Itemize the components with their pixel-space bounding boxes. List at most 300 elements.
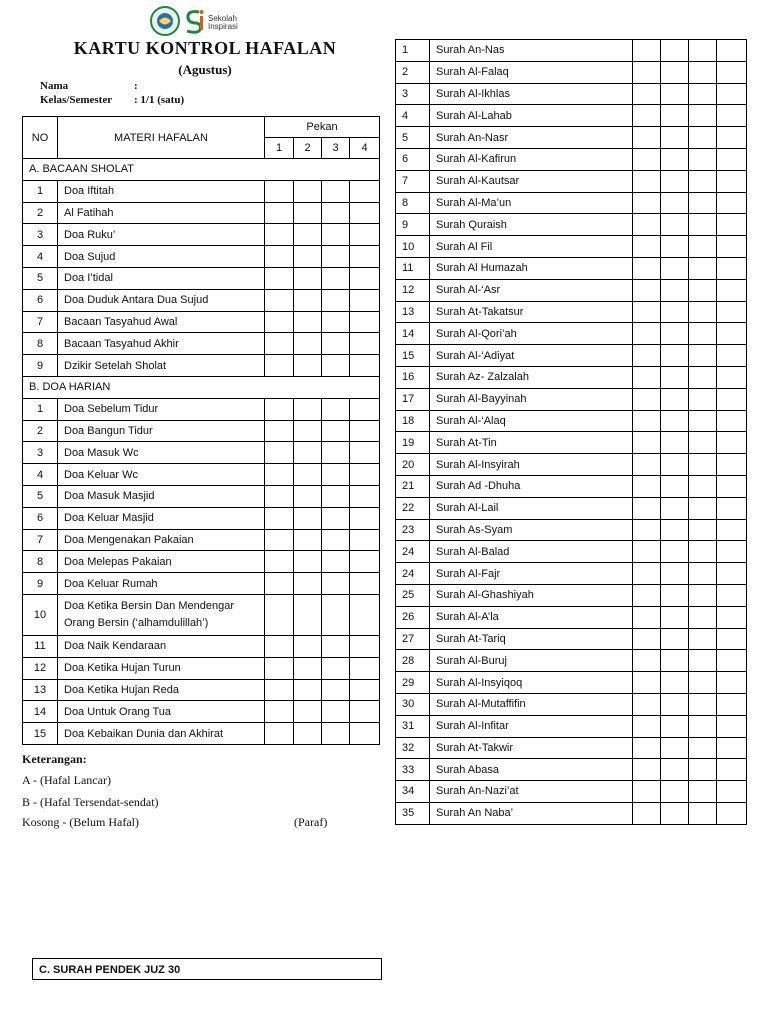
week-1-cell — [633, 672, 661, 694]
sekolah-inspirasi-logo-icon — [183, 8, 205, 34]
row-name: Surah Al-Buruj — [430, 650, 633, 672]
row-name: Doa Ketika Hujan Reda — [58, 679, 265, 701]
week-2-cell — [294, 529, 322, 551]
table-row — [396, 301, 747, 323]
row-name: Surah Al-Insyirah — [430, 454, 633, 476]
week-1-cell — [633, 61, 661, 83]
table-row — [23, 267, 380, 289]
row-number: 14 — [396, 323, 430, 345]
table-row — [23, 594, 380, 635]
row-number: 28 — [396, 650, 430, 672]
table-row — [396, 759, 747, 781]
week-1-cell — [265, 355, 294, 377]
week-2-cell — [294, 267, 322, 289]
row-name: Doa I’tidal — [58, 267, 265, 289]
week-2-cell — [294, 679, 322, 701]
week-4-cell — [717, 301, 747, 323]
week-2-cell — [661, 127, 689, 149]
row-name: Surah An-Nasr — [430, 127, 633, 149]
row-name: Doa Sujud — [58, 246, 265, 268]
row-name: Doa Melepas Pakaian — [58, 551, 265, 573]
row-name: Doa Bangun Tidur — [58, 420, 265, 442]
week-2-cell — [294, 594, 322, 635]
row-number: 4 — [396, 105, 430, 127]
week-4-cell — [350, 311, 380, 333]
row-number: 10 — [396, 236, 430, 258]
week-1-cell — [633, 148, 661, 170]
week-4-cell — [350, 529, 380, 551]
table-row — [396, 693, 747, 715]
table-row — [396, 366, 747, 388]
week-2-cell — [294, 398, 322, 420]
section-b-heading: B. DOA HARIAN — [23, 376, 380, 398]
week-1-cell — [633, 40, 661, 62]
section-c-heading: C. SURAH PENDEK JUZ 30 — [32, 958, 382, 980]
week-3-cell — [689, 497, 717, 519]
month-subtitle: (Agustus) — [178, 62, 232, 77]
week-4-cell — [350, 573, 380, 595]
week-4-cell — [717, 475, 747, 497]
row-name: Surah Al-Falaq — [430, 61, 633, 83]
table-row — [23, 442, 380, 464]
row-name: Doa Ketika Hujan Turun — [58, 657, 265, 679]
table-row — [396, 584, 747, 606]
row-name: Surah Al-Mutaffifin — [430, 693, 633, 715]
week-3-cell — [689, 519, 717, 541]
row-name: Surah An-Nazi’at — [430, 781, 633, 803]
table-row — [23, 246, 380, 268]
table-row — [23, 289, 380, 311]
table-row — [23, 464, 380, 486]
week-3-cell — [322, 723, 350, 745]
row-name: Doa Keluar Rumah — [58, 573, 265, 595]
row-name: Doa Mengenakan Pakaian — [58, 529, 265, 551]
week-3-cell — [322, 202, 350, 224]
week-3-cell — [689, 40, 717, 62]
week-2-cell — [661, 366, 689, 388]
week-1-cell — [633, 584, 661, 606]
table-row — [396, 127, 747, 149]
logo-text-line1: Sekolah — [208, 14, 237, 23]
week-3-cell — [689, 279, 717, 301]
week-1-cell — [633, 105, 661, 127]
table-row — [396, 541, 747, 563]
week-3-header: 3 — [322, 138, 350, 159]
week-1-cell — [265, 679, 294, 701]
row-number: 7 — [396, 170, 430, 192]
week-2-cell — [294, 701, 322, 723]
week-1-cell — [265, 635, 294, 657]
week-2-cell — [294, 507, 322, 529]
table-row — [396, 345, 747, 367]
week-1-cell — [265, 202, 294, 224]
row-name: Surah Al-‘Adiyat — [430, 345, 633, 367]
week-4-cell — [350, 464, 380, 486]
row-number: 24 — [396, 563, 430, 585]
row-name: Surah As-Syam — [430, 519, 633, 541]
week-4-cell — [717, 628, 747, 650]
week-1-cell — [265, 657, 294, 679]
col-materi-header: MATERI HAFALAN — [58, 117, 265, 159]
week-2-cell — [661, 388, 689, 410]
row-number: 13 — [396, 301, 430, 323]
week-4-cell — [717, 781, 747, 803]
row-number: 1 — [23, 398, 58, 420]
week-2-cell — [294, 202, 322, 224]
notes-heading: Keterangan: — [22, 752, 87, 766]
week-4-cell — [350, 723, 380, 745]
week-2-cell — [294, 573, 322, 595]
week-2-cell — [661, 257, 689, 279]
row-name: Surah Al-Infitar — [430, 715, 633, 737]
week-2-cell — [661, 105, 689, 127]
week-2-cell — [294, 442, 322, 464]
week-2-cell — [661, 628, 689, 650]
week-3-cell — [689, 83, 717, 105]
week-4-header: 4 — [350, 138, 380, 159]
row-number: 33 — [396, 759, 430, 781]
row-name: Surah An-Nas — [430, 40, 633, 62]
week-3-cell — [322, 333, 350, 355]
row-name: Bacaan Tasyahud Akhir — [58, 333, 265, 355]
week-3-cell — [689, 170, 717, 192]
week-4-cell — [350, 442, 380, 464]
paraf-label: (Paraf) — [294, 815, 328, 829]
week-4-cell — [350, 398, 380, 420]
school-logos — [150, 6, 260, 36]
week-3-cell — [689, 214, 717, 236]
week-1-cell — [265, 311, 294, 333]
row-number: 9 — [23, 573, 58, 595]
week-2-cell — [661, 781, 689, 803]
week-4-cell — [717, 672, 747, 694]
table-row — [396, 323, 747, 345]
row-name: Dzikir Setelah Sholat — [58, 355, 265, 377]
row-name: Doa Duduk Antara Dua Sujud — [58, 289, 265, 311]
week-3-cell — [689, 650, 717, 672]
row-name: Doa Keluar Wc — [58, 464, 265, 486]
week-3-cell — [322, 594, 350, 635]
week-1-cell — [633, 519, 661, 541]
week-1-cell — [633, 257, 661, 279]
table-row — [23, 420, 380, 442]
week-4-cell — [717, 715, 747, 737]
week-1-cell — [265, 594, 294, 635]
week-3-cell — [689, 541, 717, 563]
row-name: Surah Al-‘Alaq — [430, 410, 633, 432]
row-name: Surah Al-Lail — [430, 497, 633, 519]
week-1-cell — [265, 507, 294, 529]
row-number: 6 — [396, 148, 430, 170]
week-4-cell — [350, 657, 380, 679]
week-3-cell — [322, 485, 350, 507]
week-3-cell — [689, 584, 717, 606]
section-b-heading-row — [23, 376, 380, 398]
row-number: 3 — [23, 442, 58, 464]
week-1-cell — [265, 485, 294, 507]
week-1-cell — [633, 410, 661, 432]
week-2-cell — [661, 410, 689, 432]
col-pekan-header: Pekan — [265, 117, 380, 138]
row-number: 7 — [23, 311, 58, 333]
row-name: Doa Keluar Masjid — [58, 507, 265, 529]
row-number: 2 — [23, 202, 58, 224]
row-name: Doa Untuk Orang Tua — [58, 701, 265, 723]
table-row — [396, 148, 747, 170]
week-2-cell — [661, 61, 689, 83]
week-2-cell — [294, 420, 322, 442]
week-3-cell — [689, 236, 717, 258]
table-row — [396, 279, 747, 301]
week-3-cell — [322, 551, 350, 573]
note-b: B - (Hafal Tersendat-sendat) — [22, 795, 159, 809]
week-4-cell — [350, 594, 380, 635]
week-4-cell — [350, 420, 380, 442]
week-3-cell — [689, 563, 717, 585]
row-name: Surah An Naba’ — [430, 802, 633, 824]
week-2-cell — [661, 759, 689, 781]
row-number: 8 — [23, 333, 58, 355]
week-1-cell — [633, 606, 661, 628]
table-row — [396, 83, 747, 105]
table-row — [23, 202, 380, 224]
week-4-cell — [717, 366, 747, 388]
week-4-cell — [717, 497, 747, 519]
table-row — [396, 105, 747, 127]
week-4-cell — [350, 289, 380, 311]
week-1-cell — [265, 224, 294, 246]
week-4-cell — [717, 61, 747, 83]
row-name: Surah At-Tin — [430, 432, 633, 454]
table-row — [396, 410, 747, 432]
row-name: Al Fatihah — [58, 202, 265, 224]
row-number: 24 — [396, 541, 430, 563]
nama-label: Nama — [40, 80, 69, 92]
week-1-cell — [633, 279, 661, 301]
week-3-cell — [322, 701, 350, 723]
week-3-cell — [689, 105, 717, 127]
row-number: 2 — [23, 420, 58, 442]
row-number: 15 — [396, 345, 430, 367]
week-1-cell — [265, 723, 294, 745]
week-1-cell — [633, 497, 661, 519]
week-4-cell — [350, 333, 380, 355]
week-2-cell — [294, 289, 322, 311]
note-kosong: Kosong - (Belum Hafal) — [22, 815, 139, 829]
week-2-cell — [661, 475, 689, 497]
week-4-cell — [717, 323, 747, 345]
table-row — [396, 606, 747, 628]
week-2-cell — [294, 246, 322, 268]
table-row — [396, 715, 747, 737]
row-name: Surah Al-Balad — [430, 541, 633, 563]
row-name: Surah Al-Bayyinah — [430, 388, 633, 410]
row-name: Surah Al-‘Asr — [430, 279, 633, 301]
row-number: 31 — [396, 715, 430, 737]
row-name: Surah Al-Ma’un — [430, 192, 633, 214]
row-number: 6 — [23, 507, 58, 529]
week-4-cell — [350, 246, 380, 268]
week-4-cell — [717, 83, 747, 105]
week-3-cell — [322, 442, 350, 464]
week-2-cell — [661, 672, 689, 694]
row-number: 7 — [23, 529, 58, 551]
week-1-cell — [633, 170, 661, 192]
week-4-cell — [717, 693, 747, 715]
week-4-cell — [350, 679, 380, 701]
page-title: KARTU KONTROL HAFALAN — [73, 38, 337, 58]
week-3-cell — [322, 398, 350, 420]
week-3-cell — [689, 148, 717, 170]
week-1-cell — [265, 267, 294, 289]
table-row — [396, 388, 747, 410]
row-name: Surah Al-A’la — [430, 606, 633, 628]
week-4-cell — [350, 202, 380, 224]
week-2-cell — [661, 236, 689, 258]
nama-field — [40, 80, 138, 92]
week-1-cell — [265, 573, 294, 595]
week-4-cell — [717, 410, 747, 432]
week-3-cell — [322, 679, 350, 701]
week-3-cell — [689, 606, 717, 628]
row-name: Doa Kebaikan Dunia dan Akhirat — [58, 723, 265, 745]
hafalan-table — [22, 116, 380, 745]
row-number: 5 — [23, 267, 58, 289]
week-3-cell — [322, 420, 350, 442]
table-row — [23, 224, 380, 246]
week-3-cell — [322, 529, 350, 551]
row-number: 6 — [23, 289, 58, 311]
week-1-cell — [633, 236, 661, 258]
row-number: 1 — [23, 180, 58, 202]
week-1-cell — [265, 246, 294, 268]
table-row — [23, 635, 380, 657]
table-row — [396, 781, 747, 803]
row-number: 23 — [396, 519, 430, 541]
row-name: Surah Quraish — [430, 214, 633, 236]
week-4-cell — [717, 192, 747, 214]
row-number: 21 — [396, 475, 430, 497]
row-name: Surah At-Tariq — [430, 628, 633, 650]
row-name: Surah Al-Kafirun — [430, 148, 633, 170]
week-2-cell — [661, 40, 689, 62]
week-1-cell — [633, 563, 661, 585]
table-row — [396, 61, 747, 83]
week-1-cell — [633, 432, 661, 454]
section-a-heading-row — [23, 159, 380, 181]
week-2-cell — [661, 214, 689, 236]
row-name: Surah Al Humazah — [430, 257, 633, 279]
table-row — [396, 563, 747, 585]
table-row — [396, 672, 747, 694]
week-1-cell — [633, 781, 661, 803]
week-4-cell — [717, 563, 747, 585]
week-2-cell — [661, 584, 689, 606]
table-row — [396, 236, 747, 258]
week-1-cell — [633, 693, 661, 715]
week-2-cell — [661, 693, 689, 715]
week-1-cell — [633, 366, 661, 388]
week-1-cell — [633, 541, 661, 563]
week-2-cell — [661, 148, 689, 170]
row-number: 35 — [396, 802, 430, 824]
table-row — [23, 398, 380, 420]
week-2-cell — [661, 279, 689, 301]
table-row — [396, 257, 747, 279]
table-row — [23, 485, 380, 507]
week-1-cell — [265, 529, 294, 551]
row-number: 11 — [396, 257, 430, 279]
week-3-cell — [689, 475, 717, 497]
row-number: 14 — [23, 701, 58, 723]
table-row — [23, 723, 380, 745]
week-1-cell — [633, 650, 661, 672]
week-4-cell — [717, 40, 747, 62]
row-number: 9 — [23, 355, 58, 377]
week-4-cell — [717, 519, 747, 541]
table-row — [396, 650, 747, 672]
week-1-cell — [265, 442, 294, 464]
row-name: Surah Al-Insyiqoq — [430, 672, 633, 694]
week-2-cell — [661, 802, 689, 824]
table-row — [23, 311, 380, 333]
table-row — [396, 40, 747, 62]
week-1-cell — [633, 323, 661, 345]
week-4-cell — [717, 345, 747, 367]
row-number: 27 — [396, 628, 430, 650]
section-a-heading: A. BACAAN SHOLAT — [23, 159, 380, 181]
week-1-cell — [633, 345, 661, 367]
row-number: 30 — [396, 693, 430, 715]
table-row — [396, 432, 747, 454]
week-4-cell — [717, 584, 747, 606]
week-2-cell — [294, 723, 322, 745]
week-1-cell — [265, 551, 294, 573]
week-2-cell — [661, 454, 689, 476]
week-4-cell — [717, 148, 747, 170]
row-name: Doa Iftitah — [58, 180, 265, 202]
logo-text-line2: Inspirasi — [208, 22, 238, 31]
week-2-cell — [661, 650, 689, 672]
row-name: Surah At-Takwir — [430, 737, 633, 759]
week-3-cell — [689, 759, 717, 781]
row-name: Doa Ruku’ — [58, 224, 265, 246]
week-3-cell — [689, 672, 717, 694]
row-name: Surah Abasa — [430, 759, 633, 781]
week-3-cell — [322, 267, 350, 289]
week-1-cell — [265, 464, 294, 486]
row-number: 4 — [23, 246, 58, 268]
school-emblem-icon — [150, 6, 180, 36]
row-name: Surah Al-Fajr — [430, 563, 633, 585]
week-4-cell — [717, 214, 747, 236]
table-row — [396, 519, 747, 541]
week-2-cell — [661, 301, 689, 323]
kelas-label: Kelas/Semester — [40, 94, 113, 106]
table-row — [396, 454, 747, 476]
week-1-header: 1 — [265, 138, 294, 159]
week-3-cell — [689, 802, 717, 824]
row-number: 9 — [396, 214, 430, 236]
week-4-cell — [717, 170, 747, 192]
table-row — [23, 507, 380, 529]
week-1-cell — [633, 737, 661, 759]
surah-table — [395, 39, 747, 825]
row-number: 25 — [396, 584, 430, 606]
week-1-cell — [265, 289, 294, 311]
kelas-field — [40, 94, 184, 106]
row-number: 17 — [396, 388, 430, 410]
